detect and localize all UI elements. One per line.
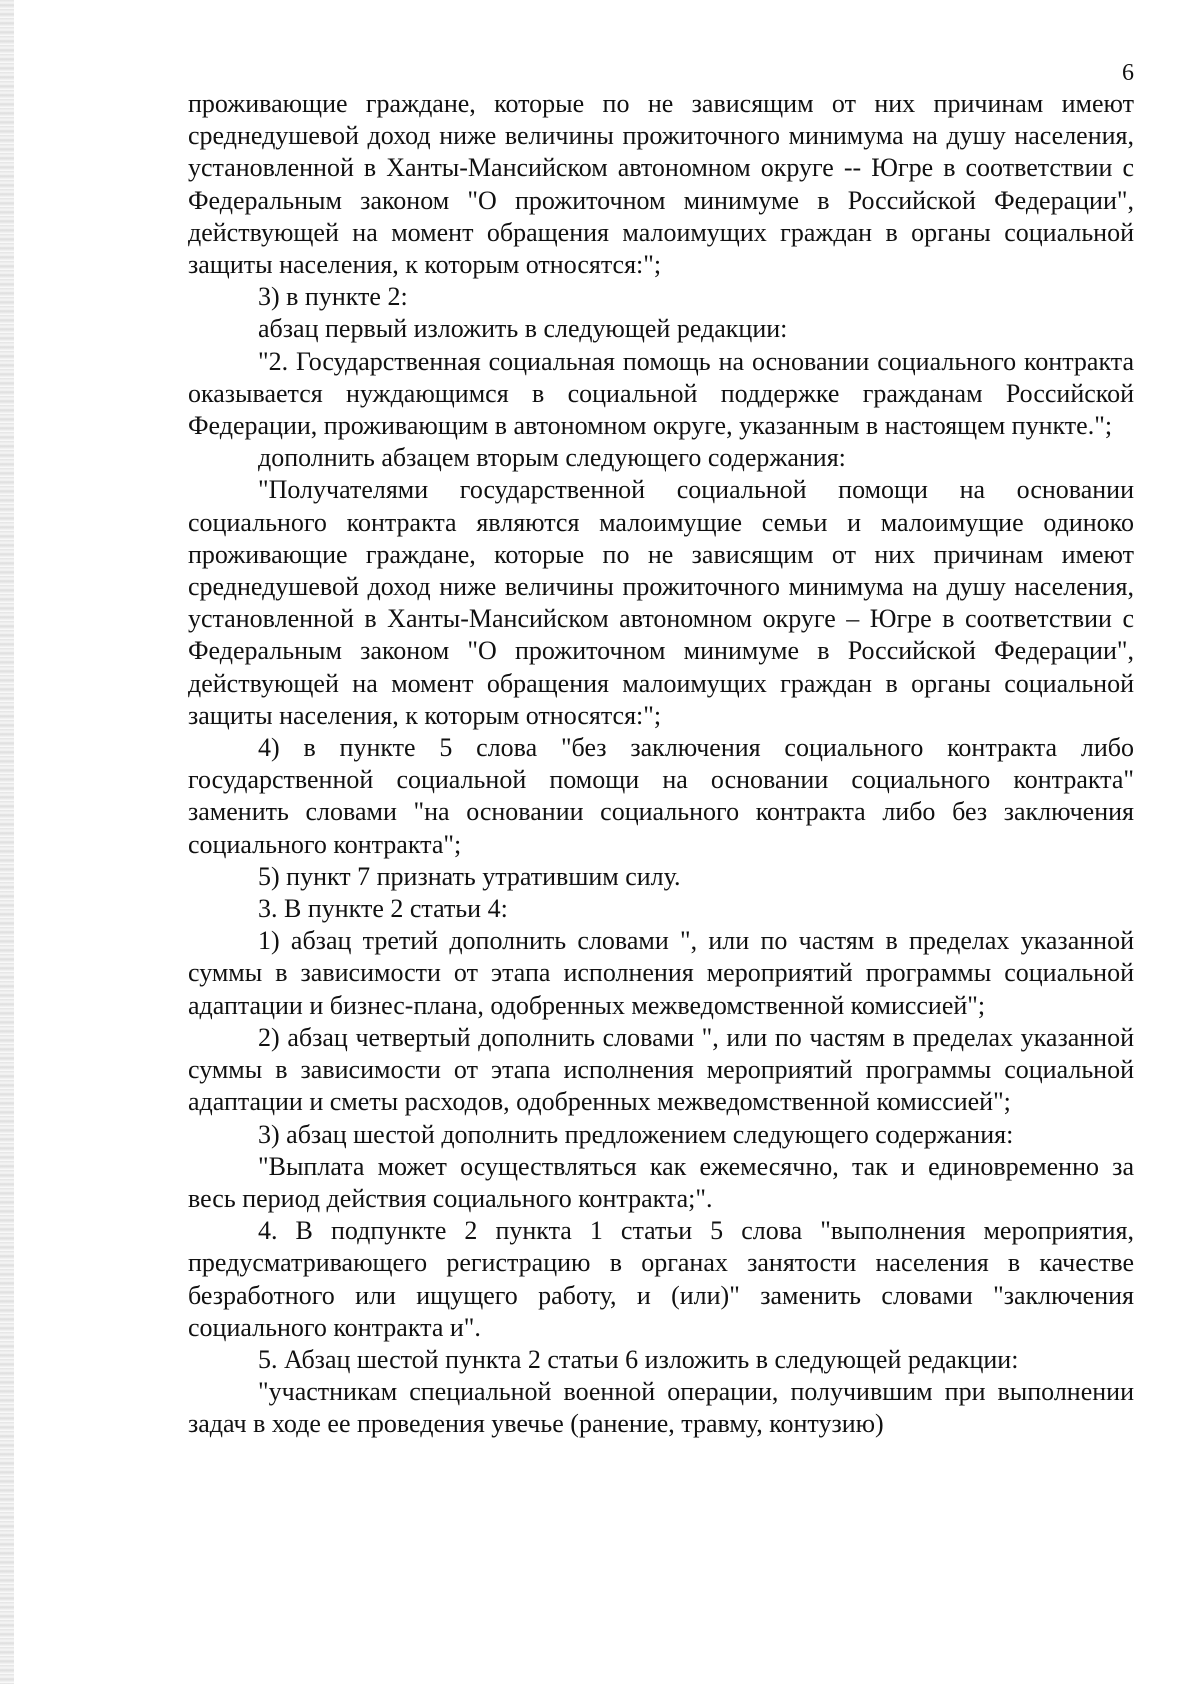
paragraph-15: 5. Абзац шестой пункта 2 статьи 6 изложить в следующей редакции: — [258, 1344, 1019, 1374]
document-page — [188, 58, 1134, 1441]
paragraph-11: 2) абзац четвертый дополнить словами ", или по частям в пределах указанной суммы в зависимости от этапа исполнения мероприятий программы социальной адаптации и сметы расходов, одобренных межведомственной комиссией"; — [188, 1022, 1134, 1117]
paragraph-5: дополнить абзацем вторым следующего содержания: — [258, 443, 846, 473]
paragraph-7: 4) в пункте 5 слова "без заключения социального контракта либо государственной социальной помощи на основании социального контракта" заменить словами "на основании социального контракта либо без заключения социального контракта"; — [188, 733, 1134, 859]
paragraph-9: 3. В пункте 2 статьи 4: — [258, 894, 508, 924]
paragraph-10: 1) абзац третий дополнить словами ", или по частям в пределах указанной суммы в зависимости от этапа исполнения мероприятий программы социальной адаптации и бизнес-плана, одобренных межведомственной комиссией"; — [188, 926, 1134, 1020]
scan-edge-artifact — [0, 0, 14, 1684]
paragraph-14: 4. В подпункте 2 пункта 1 статьи 5 слова "выполнения мероприятия, предусматривающего регистрацию в органах занятости населения в качестве безработного или ищущего работу, и (или)" заменить словами "заключения социального контракта и". — [188, 1216, 1134, 1342]
paragraph-4: "2. Государственная социальная помощь на основании социального контракта оказывается нуждающимся в социальной поддержке гражданам Российской Федерации, проживающим в автономном округе, указанным в настоящем пункте."; — [188, 346, 1134, 441]
paragraph-3: абзац первый изложить в следующей редакции: — [258, 314, 788, 344]
paragraph-8: 5) пункт 7 признать утратившим силу. — [258, 861, 681, 891]
paragraph-1: проживающие граждане, которые по не зависящим от них причинам имеют среднедушевой доход ниже величины прожиточного минимума на душу населения, установленной в Ханты-Мансийском автономном округе -- Югре в соответствии с Федеральным законом "О прожиточном минимуме в Российской Федерации", действующей на момент обращения малоимущих граждан в органы социальной защиты населения, к которым относятся:"; — [188, 89, 1134, 280]
paragraph-16: "участникам специальной военной операции, получившим при выполнении задач в ходе ее проведения увечье (ранение, травму, контузию) — [188, 1377, 1134, 1439]
paragraph-12: 3) абзац шестой дополнить предложением следующего содержания: — [258, 1119, 1014, 1149]
paragraph-6: "Получателями государственной социальной помощи на основании социального контракта являются малоимущие семьи и малоимущие одиноко проживающие граждане, которые по не зависящим от них причинам имеют среднедушевой доход ниже величины прожиточного минимума на душу населения, установленной в Ханты-Мансийском автономном округе – Югре в соответствии с Федеральным законом "О прожиточном минимуме в Российской Федерации", действующей на момент обращения малоимущих граждан в органы социальной защиты населения, к которым относятся:"; — [188, 475, 1134, 730]
paragraph-2: 3) в пункте 2: — [258, 282, 408, 312]
paragraph-13: "Выплата может осуществляться как ежемесячно, так и единовременно за весь период действия социального контракта;". — [188, 1151, 1134, 1213]
page-number: 6 — [1122, 60, 1134, 86]
